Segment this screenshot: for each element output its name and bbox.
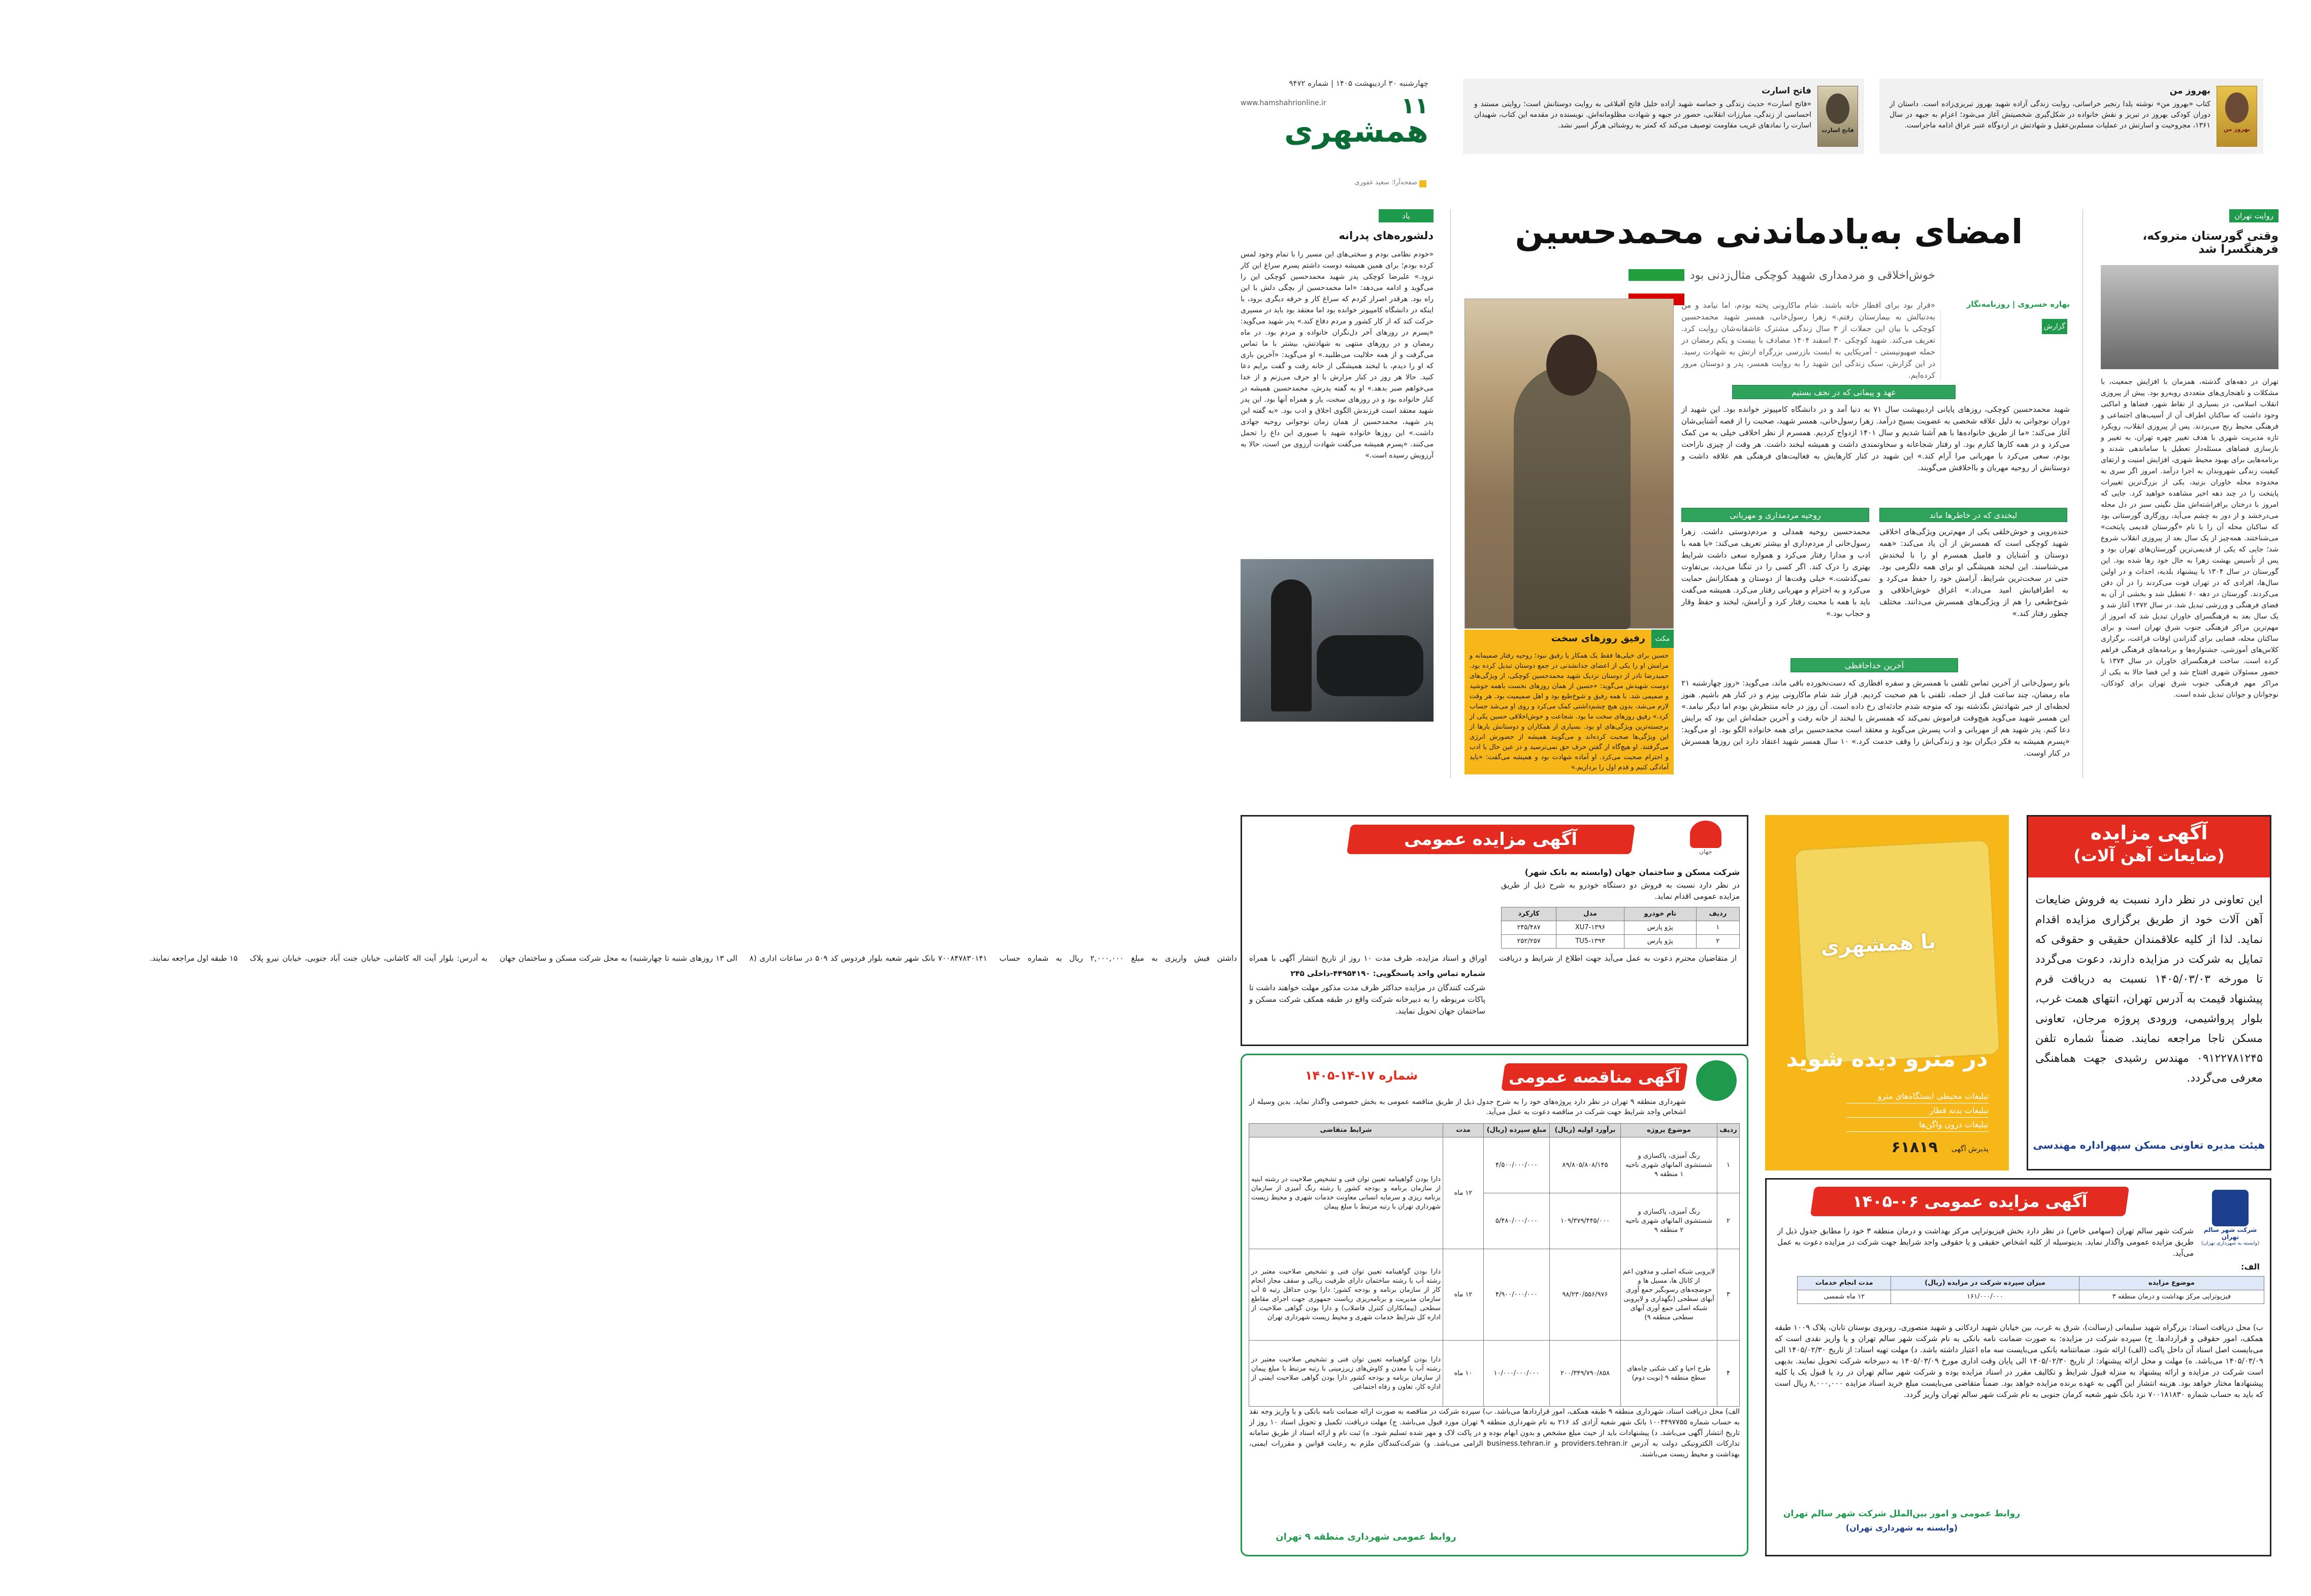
cell: ۱ — [1696, 921, 1739, 935]
salamat-logo-name: شرکت شهر سالم تهران — [2203, 1226, 2257, 1241]
car-th: مدل — [1556, 907, 1624, 921]
page-editor: صفحه‌آرا: سعید غفوری — [1354, 179, 1417, 186]
caption-box — [1464, 630, 1674, 774]
section-body: خنده‌رویی و خوش‌خلقی یکی از مهم‌ترین ویژگی‌های اخلاقی شهید کوچکی است که همسرش از آن یاد می‌کند: «همه دوستان و آشنایان و فامیل همسرم او را با لبخندش می‌شناسند. این لبخند همیشگی او برای همه دلگرمی بود. حتی در سخت‌ترین شرایط، آرامش خود را حفظ می‌کرد و به اطرافیانش امید می‌داد.» اغراق خوش‌اخلاقی و شوخ‌طبعی را هم از ویژگی‌های همسرش می‌دانند. مختلف چطور رفتار کند.» — [1879, 527, 2068, 618]
cell: پژو پارس — [1624, 921, 1696, 935]
monaghese-title: آگهی مناقصه عمومی — [1509, 1067, 1680, 1087]
monaghese-banner — [1501, 1063, 1688, 1091]
salamat-title: آگهی مزایده عمومی ۰۶-۱۴۰۵ — [1852, 1192, 2088, 1211]
cell: ۵/۴۸۰/۰۰۰/۰۰۰ — [1484, 1193, 1550, 1249]
car-th: نام خودرو — [1624, 907, 1696, 921]
cell: ۲۵۲/۲۵۷ — [1502, 935, 1556, 949]
table-row — [1249, 1341, 1740, 1407]
left-column — [1241, 209, 1434, 773]
website[interactable]: www.hamshahrionline.ir — [1241, 99, 1326, 107]
jahan-logo-text: جهان — [1699, 848, 1712, 855]
car-th: ردیف — [1696, 907, 1739, 921]
intro-divider — [1940, 310, 1941, 381]
right-body: تهران در دهه‌های گذشته، همزمان با افزایش جمعیت، با مشکلات و ناهنجاری‌های متعددی روبه‌رو بود. پیش از پیروزی انقلاب اسلامی، در بسیاری از نقاط شهر، فضاها و اماکنی وجود داشت که ساکنان اطراف آن از آسیب‌های اجتماعی و فرهنگی محیط رنج می‌بردند. پس از پیروزی انقلاب، رویکرد تازه مدیریت شهری با هدف تغییر چهره تهران، به تغییر و بازسازی فضاهای مسئله‌دار تعطیل یا ساماندهی شدند و برنامه‌هایی برای بهبود محیط شهری، افزایش امنیت و ارتقای کیفیت زندگی شهروندان به اجرا درآمد. امروز اگر سری به محدوده محله خاوران بزنید، یکی از بزرگ‌ترین تغییرات پایتخت را در چند دهه اخیر مشاهده خواهید کرد. جایی که امروز با درختان برافراشته‌اش مثل نگینی سبز در دل محله می‌درخشد و از دور به چشم می‌آید، روزگاری گورستانی بود که ساکنان محله آن را با نام «گورستان قدیمی پایتخت» می‌شناختند. همه‌چیز از یک سال بعد از پیروزی انقلاب شروع شد؛ جایی که یکی از قدیمی‌ترین گورستان‌های تهران بود و پس از تأسیس بهشت زهرا به حال خود رها شده بود. این گورستان در سال ۱۳۰۴ با پیشنهاد بلدیه، احداث و در اولین سال‌ها، افرادی که در تهران فوت می‌کردند را در آن دفن می‌کردند. گورستان در دهه ۶۰ تعطیل شد و بخشی از آن به فضای فرهنگی و ورزشی تبدیل شد. در سال ۱۳۷۲ آغاز شد و یک سال بعد به فرهنگسرای خاوران تبدیل شد که امروز از مهم‌ترین مراکز فرهنگی جنوب شرق تهران است و برای ساکنان محله، فضایی برای گذراندن اوقات فراغت، برگزاری کلاس‌های آموزشی، جشنواره‌ها و برنامه‌های فرهنگی فراهم کرده است. ساخت فرهنگسرای خاوران در سال ۱۳۷۴ با حضور مسئولان شهری افتتاح شد و این فضا حالا به یکی از مراکز مهم فرهنگی جنوب شرق تهران برای کودکان، نوجوانان و جوانان تبدیل شده است. — [2101, 378, 2279, 699]
ahan-title-box — [2028, 817, 2270, 877]
martyr-head — [1546, 335, 1597, 396]
salamat-alef: الف: — [2241, 1262, 2260, 1272]
metro-item: تبلیغات درون واگن‌ها — [1846, 1118, 1989, 1132]
tender-th: ردیف — [1717, 1124, 1740, 1137]
salamat-body: ب) محل دریافت اسناد: بزرگراه شهید سلیمانی (رسالت)، شرق به غرب، بین خیابان شهید اردکانی و شهید منصوری، روبروی بوستان تابان، پلاک ۱۰۰۹ طبقه همکف، امور حقوقی و قراردادها. ج) سپرده شرکت در مزایده: به صورت ضمانت نامه بانکی به نام شرکت شهر سالم تهران و یا واریز نقدی است که می‌بایست اصل اسناد آن داخل پاکت (الف) ارائه شود. ضمانتنامه بانکی می‌بایست سه ماه اعتبار داشته باشد. د) مهلت تهیه اسناد: از تاریخ ۱۴۰۵/۰۲/۳۰ الی ۱۴۰۵/۰۳/۰۹ می‌باشد. ه) مهلت و محل ارائه پیشنهاد: از تاریخ ۱۴۰۵/۰۲/۳۰ الی پایان وقت اداری مورخ ۱۴۰۵/۰۳/۰۹ به دبیرخانه شرکت تحویل نمایند. بدیهی است شرکت در مزایده و ارائه پیشنهاد به منزله قبول شرایط و تکالیف مقرر در اسناد مزایده بوده و شرکت شهر سالم تهران در رد یا قبول یک یا کلیه پیشنهادها مختار خواهد بود. هزینه انتشار این آگهی به عهده برنده مزایده خواهد بود. ضمناً متقاضی می‌بایست مبلغ خرید اسناد مزایده ۸,۰۰۰,۰۰۰ ریال است که باید به حساب شماره ۷۰۰۱۸۱۸۳۰ نزد بانک شهر شعبه کرمان جنوبی به نام شرکت شهر سالم تهران واریز گردد. — [1775, 1323, 2264, 1399]
table-row — [1249, 1137, 1740, 1193]
ad-monaghese — [1241, 1054, 1748, 1556]
section-body: محمدحسین روحیه همدلی و مردم‌دوستی داشت. زهرا رسول‌خانی از مردم‌داری او بیشتر تعریف می‌کند: «با همه با ادب و مدارا رفتار می‌کرد و همواره سعی داشت شرایط بهتری را درک کند. اگر کسی را در تنگنا می‌دید، بی‌تفاوت نمی‌گذشت.» خیلی وقت‌ها از دوستان و همکارانش حمایت می‌کرد و به احترام و مهربانی رفتار می‌کرد. همیشه می‌گفت باید با همه با محبت رفتار کرد و آرامش، لبخند و حفظ وقار و حجاب بود.» — [1681, 527, 1870, 618]
cell: ۱۰۹/۳۷۹/۴۴۵/۰۰۰ — [1550, 1193, 1621, 1249]
cell: دارا بودن گواهینامه تعیین توان فنی و تشخیص صلاحیت معتبر در رشته آب یا رشته ساختمان دارای ظرفیت ریالی و سقف مجاز انجام کار از سازمان برنامه و بودجه کشور؛ دارا بودن حداقل رتبه ۵ آب سازمان مدیریت و برنامه‌ریزی ریاست جمهوری جهت اجرای مقاطع سطحی (پیمانکاران کنترل فاضلاب) و دارا بودن گواهی صلاحیت از اداره کل شرایط خدمات شهری و محیط زیست شهرداری تهران — [1249, 1249, 1443, 1341]
promo-face — [2225, 92, 2249, 123]
monaghese-number: شماره ۱۷-۱۴-۱۴۰۵ — [1305, 1068, 1418, 1083]
cell: ۱۲ ماه — [1443, 1137, 1484, 1249]
monaghese-conditions: الف) محل دریافت اسناد، شهرداری منطقه ۹ طبقه همکف، امور قراردادها می‌باشد. ب) سپرده شرکت در مناقصه به صورت ارائه ضمانت نامه بانکی و یا واریز وجه نقد به حساب شماره ۱۰۰۴۴۹۷۷۵۵ بانک شهر شعبه آزادی کد ۲۱۶ به نام شهرداری منطقه ۹ تهران مورد قبول می‌باشد. ج) مهلت دریافت، تکمیل و تحویل اسناد ۱۰ روز از تاریخ انتشار آگهی می‌باشد. د) پیشنهادات باید از حیث مبلغ مشخص و بدون ابهام بوده و در پاکت لاک و مهر شده تسلیم شود. ه) ثبت نام و ارائه اسناد از طریق سامانه تدارکات الکترونیکی دولت به آدرس providers.tehran.ir و business.tehran.ir الزامی می‌باشد. و) شرکت‌کنندگان ملزم به رعایت قوانین و مقررات ایمنی، بهداشت و محیط زیست می‌باشند. — [1249, 1408, 1740, 1458]
salamat-banner — [1810, 1187, 2129, 1216]
cemetery-photo — [2101, 265, 2279, 369]
cell: ۸۹/۸۰۵/۸۰۸/۱۴۵ — [1550, 1137, 1621, 1193]
cell: فیزیوتراپی مرکز بهداشت و درمان منطقه ۳ — [2079, 1290, 2264, 1304]
left-title: دلشوره‌های پدرانه — [1339, 230, 1434, 242]
cell: ۴/۹۰۰/۰۰۰/۰۰۰ — [1484, 1249, 1550, 1341]
right-title: وقتی گورستان متروکه، فرهنگسرا شد — [2142, 230, 2279, 256]
cell: ۲ — [1717, 1193, 1740, 1249]
section-body: شهید محمدحسین کوچکی، روزهای پایانی اردیبهشت سال ۷۱ به دنیا آمد و در دانشگاه کامپیوتر خوانده بود. این شهید از دوران نوجوانی به دلیل علاقه شخصی به عضویت بسیج درآمد. زهرا رسول‌خانی، همسر شهید، صحبت را از قصه آشنایی‌شان آغاز می‌کند: «ما از طریق خانواده‌ها با هم آشنا شدیم و سال ۱۴۰۱ ازدواج کردیم. همسرم از نظر اخلاقی خیلی به من کمک می‌کرد و در همه کارها کنارم بود. او رفتار شجاعانه و سخاوتمندی داشت و همیشه لبخند داشت. هر وقت از چیزی ناراحت بودم، سعی می‌کرد با مهربانی مرا آرام کند.» این شهید در کنار کارهایش به فعالیت‌های فرهنگی هم علاقه داشت و دوستانش از روحیه مهربان و بااخلاقش می‌گویند. — [1681, 405, 2070, 472]
metro-phone[interactable]: ۶۱۸۱۹ — [1891, 1138, 1938, 1156]
metro-tagline: در مترو دیده شوید — [1786, 1046, 1988, 1072]
table-row — [1249, 1249, 1740, 1341]
martyr-photo — [1464, 299, 1674, 629]
tehran-logo — [1696, 1060, 1737, 1101]
motorcycle-shape — [1317, 635, 1423, 696]
jahan-logo-icon — [1690, 821, 1721, 848]
cell: ۴ — [1717, 1341, 1740, 1407]
cell: ۱۲ ماه — [1443, 1249, 1484, 1341]
person-shape — [1271, 579, 1312, 711]
tender-th: مبلغ سپرده (ریال) — [1484, 1124, 1550, 1137]
section-heading: عهد و پیمانی که در نجف بستیم — [1732, 385, 1956, 399]
ahan-footer: هیئت مدیره تعاونی مسکن سپهراداره مهندسی — [2033, 1139, 2265, 1151]
divider — [2082, 209, 2083, 778]
main-headline: امضای به‌یادماندنی محمدحسین — [1515, 212, 2023, 251]
promo-face — [1826, 93, 1849, 124]
promo-text: «فاتح اسارت» حدیث زندگی و حماسه شهید آزاده خلیل فاتح آقبلاغی به روایت دوستانش است؛ روایتی مستند و احساسی از زندگی، مبارزات انقلابی، حضور در جبهه و شهادت مظلومانه‌اش. نویسنده در مقدمه این کتاب، شهیدان اسارت را نمادهای غریب مقاومت توصیف می‌کند که کمتر به روشنائی هرگز اسیر نشد. — [1474, 100, 1811, 129]
right-column — [2101, 209, 2279, 780]
cell: ۴/۵۰۰/۰۰۰/۰۰۰ — [1484, 1137, 1550, 1193]
salamat-logo — [2200, 1190, 2261, 1246]
date-line: چهارشنبه ۳۰ اردیبهشت ۱۴۰۵ | شماره ۹۴۷۲ — [1289, 79, 1428, 88]
promo-cover-title: فاتح اسارت — [1821, 127, 1854, 134]
ad-mozayede-omoomi — [149, 815, 1748, 1046]
section-heading: آخرین خداحافظی — [1791, 658, 1958, 672]
ad-title: آگهی مزایده عمومی — [1404, 829, 1578, 850]
tender-th: موضوع پروژه — [1621, 1124, 1717, 1137]
section-heading: روحیه مردمداری و مهربانی — [1681, 508, 1869, 522]
divider — [1450, 209, 1451, 778]
metro-brand: با همشهری — [1820, 930, 1937, 959]
tender-th: مدت — [1443, 1124, 1484, 1137]
salamat-logo-icon — [2212, 1190, 2249, 1226]
monaghese-table — [1249, 1123, 1740, 1407]
cell: دارا بودن گواهینامه تعیین توان فنی و تشخیص صلاحیت در رشته ابنیه از سازمان برنامه و بودجه کشور یا رشته رنگ آمیزی از سازمان برنامه ریزی و سرمایه انسانی معاونت خدمات شهری و محیط زیست شهرداری تهران با رتبه مرتبط با مبلغ پیمان — [1249, 1137, 1443, 1249]
cell: ۲۴۵/۴۸۷ — [1502, 921, 1556, 935]
cell: ۱۳۹۶-XU7 — [1556, 921, 1624, 935]
cell: دارا بودن گواهینامه تعیین توان فنی و تشخیص صلاحیت معتبر در رشته آب یا معدن و کاوش‌های زیرزمینی با رتبه مرتبط با مبلغ پیمان از سازمان برنامه و بودجه کشور دارا بودن گواهی صلاحیت ایمنی از اداره کار، تعاون و رفاه اجتماعی — [1249, 1341, 1443, 1407]
father-photo — [1241, 559, 1434, 722]
ahan-subtitle: (ضایعات آهن آلات) — [2073, 846, 2225, 865]
ad-body: از متقاضیان محترم دعوت به عمل می‌آید جهت اطلاع از شرایط و دریافت اوراق و اسناد مزایده، ظرف مدت ۱۰ روز از تاریخ انتشار آگهی با همراه داشتن فیش واریزی به مبلغ ۲,۰۰۰,۰۰۰ ریال به شماره حساب ۷۰۰۸۴۷۸۳۰۱۴۱ بانک شهر شعبه بلوار فردوس کد ۵۰۹ در ساعات اداری (۸ الی ۱۳ روزهای شنبه تا چهارشنبه) به محل شرکت مسکن و ساختمان جهان به آدرس: بلوار آیت اله کاشانی، خیابان جنت آباد جنوبی، خیابان نیرو پلاک ۱۵ طبقه اول مراجعه نمایند. — [149, 954, 1737, 963]
cell: ۱۳۹۳-TU5 — [1556, 935, 1624, 949]
intro: «قرار بود برای افطار خانه باشند. شام ماکارونی پخته بودم، اما نیامد و من به‌دنبالش به بیمارستان رفتم.» زهرا رسول‌خانی، همسر شهید محمدحسین کوچکی با بیان این جملات از ۳ سال زندگی مشترک عاشقانه‌شان روایت کرد. تعریف می‌کند. شهید کوچکی ۳۰ اسفند ۱۴۰۴ مصادف با بیست و یکم رمضان در حمله صهیونیستی - آمریکایی به ایست بازرسی بزرگراه ارتش به شهادت رسید. در این گزارش، سبک زندگی این شهید را به روایت همسر، پدر و دوستان مرور کرده‌ایم. — [1681, 301, 1935, 380]
ahan-body: این تعاونی در نظر دارد نسبت به فروش ضایعات آهن آلات خود از طریق برگزاری مزایده اقدام نماید. لذا از کلیه علاقمندان حقیقی و حقوقی که تمایل به شرکت در مزایده دارند، دعوت می‌گردد تا مورخه ۱۴۰۵/۰۳/۰۳ نسبت به دریافت فرم پیشنهاد قیمت به آدرس تهران، انتهای همت غرب، بلوار پرواشیمی، ورودی پروژه مرجان، تعاونی مسکن ناجا مراجعه نمایند. ضمناً شماره تلفن ۰۹۱۲۲۷۸۱۲۴۵ مهندس رشیدی جهت هماهنگی معرفی می‌گردد. — [2035, 894, 2263, 1085]
cell: ۲ — [1696, 935, 1739, 949]
caption-title: رفیق روزهای سخت — [1551, 633, 1645, 644]
salamat-th: مدت انجام خدمات — [1798, 1277, 1891, 1290]
promo-cover — [2217, 86, 2257, 147]
promo-behrooz — [1879, 79, 2263, 154]
promo-title: بهروز من — [2169, 86, 2210, 96]
cell: رنگ آمیزی، پاکسازی و شستشوی المانهای شهری ناحیه ۱ منطقه ۹ — [1621, 1137, 1717, 1193]
caption-body: حسین برای خیلی‌ها فقط یک همکار یا رفیق نبود؛ روحیه رفتار صمیمانه و مرامش او را یکی از اعضای جدانشدنی در جمع دوستان تبدیل کرده بود. حمیدرضا نادر از دوستان نزدیک شهید محمدحسین کوچکی، از ویژگی‌های دوست شهیدش می‌گوید: «حسین از همان روزهای نخست باهمه جوشید و صمیمی شد. با همه رفیق و شوخ‌طبع بود و اهل صمیمیت بود. هر وقت لازم می‌شد، بدون هیچ چشم‌داشتی کمک می‌کرد و روی او می‌شد حساب کرد.» رفیق روزهای سخت ما بود. شجاعت و خوش‌اخلاقی حسین یکی از برجسته‌ترین ویژگی‌های او بود. بسیاری از همکاران و دوستانش بارها از این ویژگی‌ها صحبت کرده‌اند و می‌گویند همیشه از حضورش انرژی می‌گرفتند. او هیچ‌گاه از گفتن حرف حق نمی‌ترسید و در عین حال با ادب و احترام صحبت می‌کرد. او آماده شهادت بود و همیشه می‌گفت: «باید آمادگی کنیم و قدم اول را برداریم.» — [1470, 652, 1669, 771]
salamat-footer1: روابط عمومی و امور بین‌الملل شرکت شهر سالم تهران — [1783, 1509, 2021, 1519]
salamat-logo-sub: (وابسته به شهرداری تهران) — [2201, 1241, 2260, 1246]
salamat-footer2: (وابسته به شهرداری تهران) — [1845, 1523, 1958, 1533]
salamat-th: موضوع مزایده — [2079, 1277, 2264, 1290]
car-th: کارکرد — [1502, 907, 1556, 921]
promo-title: فاتح اسارت — [1762, 86, 1811, 96]
salamat-table — [1797, 1276, 2264, 1304]
metro-list — [1846, 1089, 1989, 1132]
jahan-logo — [1678, 821, 1734, 861]
logo: همشهری — [1284, 112, 1428, 149]
salamat-th: میزان سپرده شرکت در مزایده (ریال) — [1891, 1277, 2079, 1290]
ad-phone: شماره تماس واحد پاسخگویی: ۴۴۹۵۴۱۹۰-داخلی ۲۴۵ — [1290, 969, 1485, 978]
metro-phone-label: پذیرش آگهی — [1951, 1145, 1989, 1153]
page-number: ۱۱ — [1401, 93, 1428, 119]
metro-item: تبلیغات بدنه قطار — [1846, 1103, 1989, 1118]
masthead — [1241, 79, 1428, 160]
martyr-figure — [1514, 365, 1631, 629]
ad-company: شرکت مسکن و ساختمان جهان (وابسته به بانک شهر) — [1524, 867, 1740, 877]
report-label: گزارش — [2042, 319, 2067, 334]
promo-fateh — [1463, 79, 1864, 154]
section-heading: لبخندی که در خاطرها ماند — [1879, 508, 2067, 522]
ad-intro: در نظر دارد نسبت به فروش دو دستگاه خودرو به شرح ذیل از طریق مزایده عمومی اقدام نماید. — [1501, 881, 1740, 901]
ad-salamat — [1765, 1178, 2271, 1556]
ad-ahanalat — [2027, 815, 2271, 1170]
cell: لایروبی شبکه اصلی و مدفون اعم از کانال ها، مسیل ها و حوضچه‌های رسوبگیر جمع آوری آبهای سطحی (نگهداری و لایروبی شبکه اصلی جمع آوری آبهای سطحی منطقه ۹) — [1621, 1249, 1717, 1341]
metro-card — [1795, 840, 1999, 1063]
cell: ۱ — [1717, 1137, 1740, 1193]
monaghese-intro: شهرداری منطقه ۹ تهران در نظر دارد پروژه‌های خود را به شرح جدول ذیل از طریق مناقصه عمومی به بخش خصوصی واگذار نماید. بدین وسیله از اشخاص واجد شرایط جهت شرکت در مناقصه دعوت به عمل می‌آید. — [1249, 1098, 1686, 1116]
cell: ۱۰/۰۰۰/۰۰۰/۰۰۰ — [1484, 1341, 1550, 1407]
table-row — [1798, 1290, 2264, 1304]
section-body: بانو رسول‌خانی از آخرین تماس تلفنی با همسرش و سفره افطاری که دست‌نخورده باقی ماند، می‌گوید: «روز چهارشنبه ۲۱ ماه رمضان، چند ساعت قبل از حمله، تلفنی با هم صحبت کردیم. قرار شد شام ماکارونی بپزم و در کنار هم باشیم. هنوز لحظه‌ای از خبر شهادتش نگذشته بود که متوجه شدم حادثه‌ای رخ داده است. آن روز در خانه منتظرش بودم اما دیگر نیامد.» این همسر شهید می‌گوید هیچ‌وقت فراموش نمی‌کند که همسرش با لبخند از خانه رفت و آخرین جمله‌اش این بود که برایش دعا کنم. پدر شهید هم از مهربانی و ادب پسرش می‌گوید و معتقد است محمدحسین برای همه خانواده الگو بود. او می‌گوید: «پسرم همیشه به فکر دیگران بود و زندگی‌اش را وقف خدمت کرد.» ۱۰ سال همسر شهید اعتقاد دارد این روزها همسرش در کنار اوست. — [1681, 678, 2070, 758]
right-tag: روایت تهران — [2229, 209, 2279, 222]
cell: پژو پارس — [1624, 935, 1696, 949]
left-body: «خودم نظامی بودم و سختی‌های این مسیر را با تمام وجود لمس کرده بودم؛ برای همین همیشه دوست داشتم پسرم سراغ این کار نرود.» علیرضا کوچکی پدر شهید محمدحسین کوچکی این را می‌گوید و ادامه می‌دهد: «اما محمدحسین از بچگی دلش با این راه بود. هرقدر اصرار کردم که سراغ کار و حرفه دیگری برود، با اینکه در دانشگاه کامپیوتر خوانده بود اما معتقد بود باید در مسیری حرکت کند که از کار کشور و مردم دفاع کند.» پدر شهید می‌گوید: «پسرم در روزهای آخر دل‌نگران خانواده و مردم بود. در ماه رمضان و در روزهای منتهی به شهادتش، بیشتر با ما تماس می‌گرفت و از همه حلالیت می‌طلبید.» او می‌گوید: «آخرین باری که او را دیدم، با لبخند همیشگی از خانه رفت و گفت برایم دعا کنید. حالا هر روز در کنار مزارش با او حرف می‌زنم و از خدا می‌خواهم صبر بدهد.» او به گفته پدرش، محمدحسین همیشه در کنار خانواده بود و در روزهای سخت، یار و همراه آنها بود. این پدر شهید معتقد است فرزندش الگوی اخلاق و ادب بود. «به گفته این پدر شهید، محمدحسین از همان زمان نوجوانی روحیه جهادی داشت.» این روزها خانواده شهید با صبوری این داغ را تحمل می‌کنند. «پسرم همیشه می‌گفت شهادت آرزوی من است، حالا به آرزویش رسیده است.» — [1241, 250, 1434, 460]
main-subhead: خوش‌اخلاقی و مردمداری شهید کوچکی مثال‌زدنی بود — [1689, 269, 1935, 282]
cell: ۹۸/۲۳۰/۵۵۶/۹۷۶ — [1550, 1249, 1621, 1341]
monaghese-footer: روابط عمومی شهرداری منطقه ۹ تهران — [1276, 1532, 1456, 1542]
author: بهاره خسروی | روزنامه‌نگار — [1966, 300, 2070, 309]
cell: رنگ آمیزی، پاکسازی و شستشوی المانهای شهری ناحیه ۲ منطقه ۹ — [1621, 1193, 1717, 1249]
cell: ۳ — [1717, 1249, 1740, 1341]
ad-metro — [1765, 815, 2009, 1170]
ad-title-banner — [1347, 825, 1635, 854]
cell: ۱۶۱/۰۰۰/۰۰۰ — [1891, 1290, 2079, 1304]
caption-label: مکث — [1651, 630, 1674, 648]
ad-footer: شرکت کنندگان در مزایده حداکثر ظرف مدت مذکور مهلت خواهند داشت تا پاکات مربوطه را به دبیرخانه شرکت واقع در طبقه همکف شرکت مسکن و ساختمان جهان تحویل نمایند. — [1249, 983, 1485, 1016]
tender-th: شرایط متقاضی — [1249, 1124, 1443, 1137]
cell: ۱۰ ماه — [1443, 1341, 1484, 1407]
metro-item: تبلیغات محیطی ایستگاه‌های مترو — [1846, 1089, 1989, 1103]
cell: ۱۲ ماه شمسی — [1798, 1290, 1891, 1304]
salamat-intro: شرکت شهر سالم تهران (سهامی خاص) در نظر دارد بخش فیزیوتراپی مرکز بهداشت و درمان منطقه ۳ خود را مطابق جدول ذیل از طریق مزایده عمومی واگذار نماید. بدینوسیله از کلیه اشخاص حقیقی و یا حقوقی واجد شرایط جهت شرکت در مزایده دعوت به عمل می‌آید. — [1777, 1226, 2194, 1258]
tender-th: برآورد اولیه (ریال) — [1550, 1124, 1621, 1137]
promo-cover-title: بهروز من — [2224, 126, 2250, 133]
cell: طرح احیا و کف شکنی چاه‌های سطح منطقه ۹ (نوبت دوم) — [1621, 1341, 1717, 1407]
cell: ۲۰۰/۳۴۹/۷۹۰/۸۵۸ — [1550, 1341, 1621, 1407]
promo-text: کتاب «بهروز من» نوشته یلدا رنجبر خراسانی، روایت زندگی آزاده شهید بهروز تبریزی‌زاده است. داستان از دوران کودکی بهروز در تبریز و نقش خانواده در شکل‌گیری شخصیتش آغاز می‌شود؛ اعزام به جبهه در سال ۱۳۶۱، مجروحیت و اسارتش در عملیات مسلم‌بن‌عقیل و شهادتش در اردوگاه عنبر عراق ادامه ماجراست. — [1890, 100, 2210, 129]
ahan-title: آگهی مزایده — [2090, 822, 2208, 844]
left-tag: یاد — [1379, 209, 1434, 222]
promo-cover — [1817, 86, 1858, 147]
editor-marker — [1419, 180, 1426, 187]
